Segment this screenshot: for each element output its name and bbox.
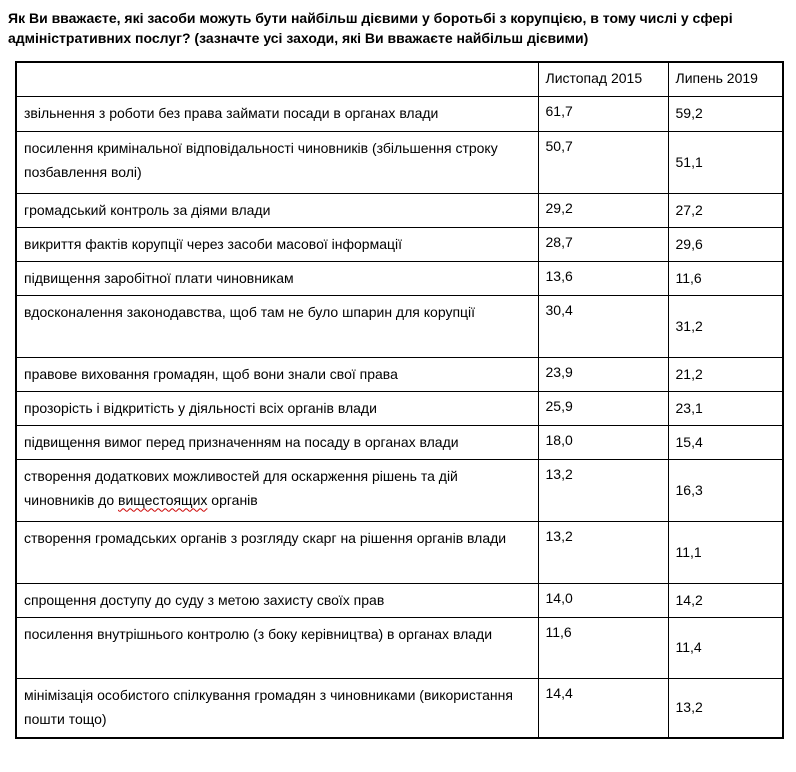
measure-label: підвищення вимог перед призначенням на посаду в органах влади — [16, 425, 538, 459]
header-jul2019: Липень 2019 — [668, 62, 783, 96]
value-jul2019: 14,2 — [668, 583, 783, 617]
header-nov2015: Листопад 2015 — [538, 62, 668, 96]
table-row — [16, 261, 783, 295]
question-title: Як Ви вважаєте, які засоби можуть бути найбільш дієвими у боротьбі з корупцією, в тому числі у сфері адміністративних послуг? (зазначте усі заходи, які Ви вважаєте найбільш дієвими) — [8, 10, 733, 46]
value-jul2019: 59,2 — [668, 96, 783, 131]
value-jul2019: 11,6 — [668, 261, 783, 295]
measure-label: спрощення доступу до суду з метою захисту своїх прав — [16, 583, 538, 617]
table-row — [16, 193, 783, 227]
measure-label: прозорість і відкритість у діяльності всіх органів влади — [16, 391, 538, 425]
measure-label: посилення кримінальної відповідальності чиновників (збільшення строку позбавлення волі) — [16, 131, 538, 193]
value-nov2015: 28,7 — [538, 227, 668, 261]
table-row — [16, 96, 783, 131]
value-jul2019: 16,3 — [668, 459, 783, 521]
value-jul2019: 23,1 — [668, 391, 783, 425]
measure-label: громадський контроль за діями влади — [16, 193, 538, 227]
table-row — [16, 295, 783, 357]
table-row — [16, 131, 783, 193]
measure-label: мінімізація особистого спілкування громадян з чиновниками (використання пошти тощо) — [16, 678, 538, 738]
table-row — [16, 678, 783, 738]
table-row — [16, 583, 783, 617]
value-jul2019: 51,1 — [668, 131, 783, 193]
value-nov2015: 30,4 — [538, 295, 668, 357]
value-nov2015: 29,2 — [538, 193, 668, 227]
table-row — [16, 391, 783, 425]
value-jul2019: 29,6 — [668, 227, 783, 261]
measure-label: створення додаткових можливостей для оскарження рішень та дій чиновників до вищестоящих органів — [16, 459, 538, 521]
value-nov2015: 14,4 — [538, 678, 668, 738]
value-nov2015: 23,9 — [538, 357, 668, 391]
table-row — [16, 425, 783, 459]
value-nov2015: 50,7 — [538, 131, 668, 193]
table-row — [16, 227, 783, 261]
table-row — [16, 357, 783, 391]
measure-label: створення громадських органів з розгляду скарг на рішення органів влади — [16, 521, 538, 583]
header-row — [16, 62, 783, 96]
measure-label: викриття фактів корупції через засоби масової інформації — [16, 227, 538, 261]
value-jul2019: 11,4 — [668, 617, 783, 678]
table-row — [16, 459, 783, 521]
value-nov2015: 13,2 — [538, 521, 668, 583]
value-nov2015: 13,6 — [538, 261, 668, 295]
value-jul2019: 31,2 — [668, 295, 783, 357]
value-nov2015: 61,7 — [538, 96, 668, 131]
value-jul2019: 27,2 — [668, 193, 783, 227]
results-table — [15, 61, 784, 739]
value-nov2015: 11,6 — [538, 617, 668, 678]
measure-label: правове виховання громадян, щоб вони знали свої права — [16, 357, 538, 391]
measure-label: вдосконалення законодавства, щоб там не було шпарин для корупції — [16, 295, 538, 357]
value-jul2019: 13,2 — [668, 678, 783, 738]
value-nov2015: 14,0 — [538, 583, 668, 617]
table-row — [16, 617, 783, 678]
measure-label: посилення внутрішнього контролю (з боку керівництва) в органах влади — [16, 617, 538, 678]
value-jul2019: 11,1 — [668, 521, 783, 583]
header-empty-cell — [16, 62, 538, 96]
value-nov2015: 18,0 — [538, 425, 668, 459]
value-jul2019: 21,2 — [668, 357, 783, 391]
table-row — [16, 521, 783, 583]
value-jul2019: 15,4 — [668, 425, 783, 459]
measure-label: звільнення з роботи без права займати посади в органах влади — [16, 96, 538, 131]
measure-label: підвищення заробітної плати чиновникам — [16, 261, 538, 295]
value-nov2015: 13,2 — [538, 459, 668, 521]
spellcheck-underlined-word: вищестоящих — [118, 491, 208, 508]
value-nov2015: 25,9 — [538, 391, 668, 425]
